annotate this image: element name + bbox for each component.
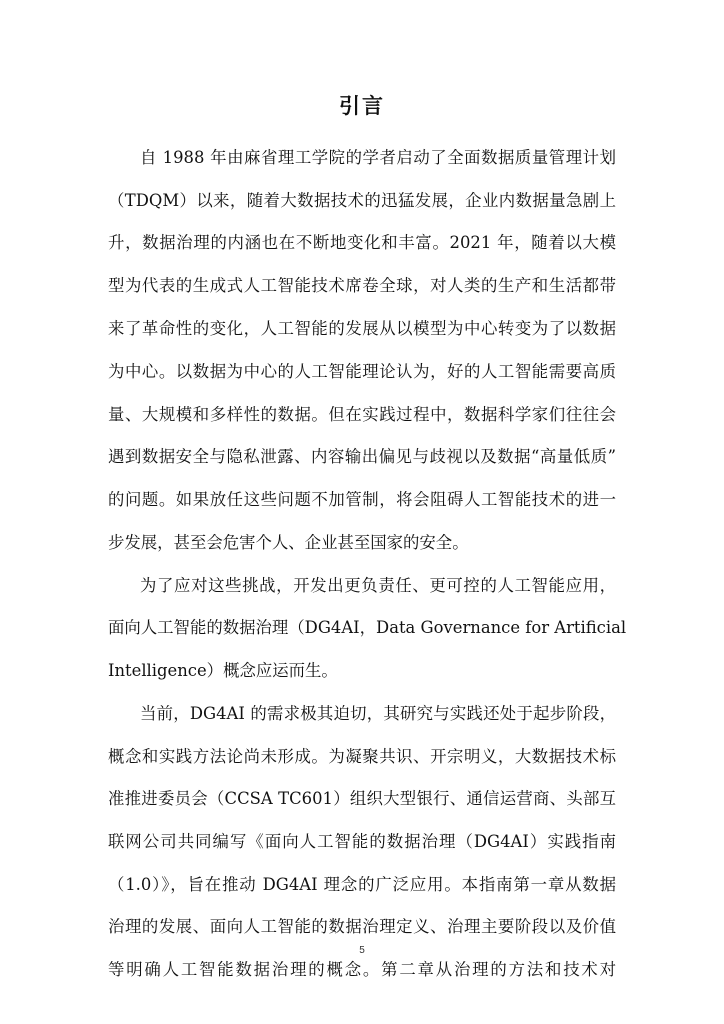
paragraph-line: Intelligence）概念应运而生。 [108,661,338,680]
paragraph-line: 联网公司共同编写《面向人工智能的数据治理（DG4AI）实践指南 [108,832,616,851]
paragraph-line: 的问题。如果放任这些问题不加管制，将会阻碍人工智能技术的进一 [108,490,616,509]
paragraph-line: 量、大规模和多样性的数据。但在实践过程中，数据科学家们往往会 [108,405,616,424]
paragraph-line: 面向人工智能的数据治理（DG4AI，Data Governance for Artificial [108,618,627,637]
paragraph-line: （1.0）》，旨在推动 DG4AI 理念的广泛应用。本指南第一章从数据 [108,875,616,894]
paragraph-line: 型为代表的生成式人工智能技术席卷全球，对人类的生产和生活都带 [108,276,616,295]
paragraph-line: 自 1988 年由麻省理工学院的学者启动了全面数据质量管理计划 [140,148,616,167]
paragraph-line: 等明确人工智能数据治理的概念。第二章从治理的方法和技术对 [108,960,616,979]
paragraph-line: 当前，DG4AI 的需求极其迫切，其研究与实践还处于起步阶段， [140,704,616,723]
paragraph-line: 升，数据治理的内涵也在不断地变化和丰富。2021 年，随着以大模 [108,233,616,252]
paragraph-line: 准推进委员会（CCSA TC601）组织大型银行、通信运营商、头部互 [108,789,616,808]
paragraph-line: 步发展，甚至会危害个人、企业甚至国家的安全。 [108,533,469,552]
paragraph-line: 治理的发展、面向人工智能的数据治理定义、治理主要阶段以及价值 [108,917,616,936]
paragraph-line: 概念和实践方法论尚未形成。为凝聚共识、开宗明义，大数据技术标 [108,747,616,766]
page-title: 引言 [339,94,385,118]
paragraph-line: 遇到数据安全与隐私泄露、内容输出偏见与歧视以及数据“高量低质” [108,447,616,466]
page-number: 5 [359,945,365,956]
paragraph-line: 为中心。以数据为中心的人工智能理论认为，好的人工智能需要高质 [108,362,616,381]
paragraph-line: 来了革命性的变化，人工智能的发展从以模型为中心转变为了以数据 [108,319,616,338]
paragraph-line: 为了应对这些挑战，开发出更负责任、更可控的人工智能应用， [140,576,616,595]
paragraph-line: （TDQM）以来，随着大数据技术的迅猛发展，企业内数据量急剧上 [108,191,616,210]
